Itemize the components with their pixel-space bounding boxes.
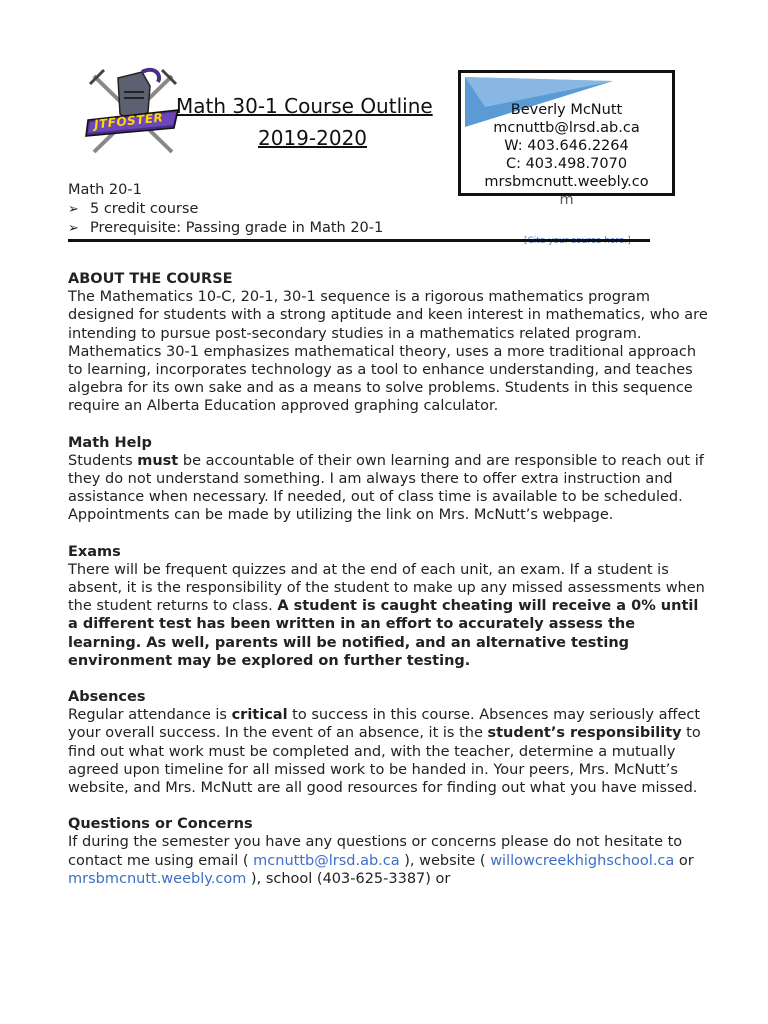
horizontal-divider [68, 239, 650, 242]
school-website-link[interactable]: willowcreekhighschool.ca [490, 852, 675, 869]
contact-website-overflow: m [559, 192, 574, 208]
school-logo [84, 64, 182, 160]
email-link[interactable]: mcnuttb@lrsd.ab.ca [253, 852, 400, 869]
document-body [68, 270, 708, 906]
questions-text: If during the semester you have any questions or concerns please do not hesitate to contact me using email ( mcnuttb@lrsd.ab.ca ), website ( willowcreekhighschool.ca or mrsbmcnutt.weebly.com ), school (403-625-3387) or [68, 834, 694, 887]
absences-heading: Absences [68, 689, 146, 706]
questions-section [68, 815, 708, 888]
math-help-section [68, 434, 708, 525]
questions-heading: Questions or Concerns [68, 816, 253, 833]
prereq-item: ➢ Prerequisite: Passing grade in Math 20-1 [68, 219, 383, 238]
page-subtitle-year: 2019-2020 [258, 126, 368, 150]
contact-name: Beverly McNutt [510, 102, 623, 118]
absences-text: Regular attendance is critical to success in this course. Absences may seriously affect your overall success. In the event of an absence, it is the student’s responsibility to find out what work must be completed and, with the teacher, determine a mutually agreed upon timeline for all missed work to be handed in. Your peers, Mrs. McNutt’s website, and Mrs. McNutt are all good resources for finding out what you have missed. [68, 707, 701, 797]
absences-section [68, 688, 708, 797]
exams-text: There will be frequent quizzes and at the end of each unit, an exam. If a student is absent, it is the responsibility of the student to make up any missed assessments when the student returns to class. A student is caught cheating will receive a 0% until a different test has been written in an effort to accurately assess the learning. As well, parents will be notified, and an alternative testing environment may be explored on further testing. [68, 561, 705, 669]
exams-heading: Exams [68, 543, 121, 560]
about-section [68, 270, 708, 416]
contact-work-phone: W: 403.646.2264 [504, 138, 629, 154]
about-heading: ABOUT THE COURSE [68, 271, 233, 287]
contact-email: mcnuttb@lrsd.ab.ca [493, 120, 640, 136]
teacher-website-link[interactable]: mrsbmcnutt.weebly.com [68, 870, 247, 887]
prereq-item: ➢ 5 credit course [68, 200, 383, 219]
math-help-text: Students must be accountable of their own learning and are responsible to reach out if they do not understand something. I am always there to offer extra instruction and assistance when necessary. If needed, out of class time is available to be scheduled. Appointments can be made by utilizing the link on Mrs. McNutt’s webpage. [68, 452, 704, 524]
contact-box [458, 70, 675, 208]
prereq-heading: Math 20-1 [68, 182, 142, 198]
contact-cell-phone: C: 403.498.7070 [505, 156, 628, 172]
contact-website: mrsbmcnutt.weebly.co [484, 174, 649, 190]
about-text: The Mathematics 10-C, 20-1, 30-1 sequence is a rigorous mathematics program designed for students with a strong aptitude and keen interest in mathematics, who are intending to pursue post-secondary studies in a mathematics related program. Mathematics 30-1 emphasizes mathematical theory, uses a more traditional approach to learning, incorporates technology as a tool to enhance understanding, and teaches algebra for its own sake and as a means to solve problems. Students in this sequence require an Alberta Education approved graphing calculator. [68, 289, 708, 415]
exams-section [68, 543, 708, 670]
page-title: Math 30-1 Course Outline [176, 94, 433, 118]
prerequisite-section [68, 181, 383, 238]
logo-text: JTFOSTER [93, 110, 164, 132]
math-help-heading: Math Help [68, 434, 152, 451]
